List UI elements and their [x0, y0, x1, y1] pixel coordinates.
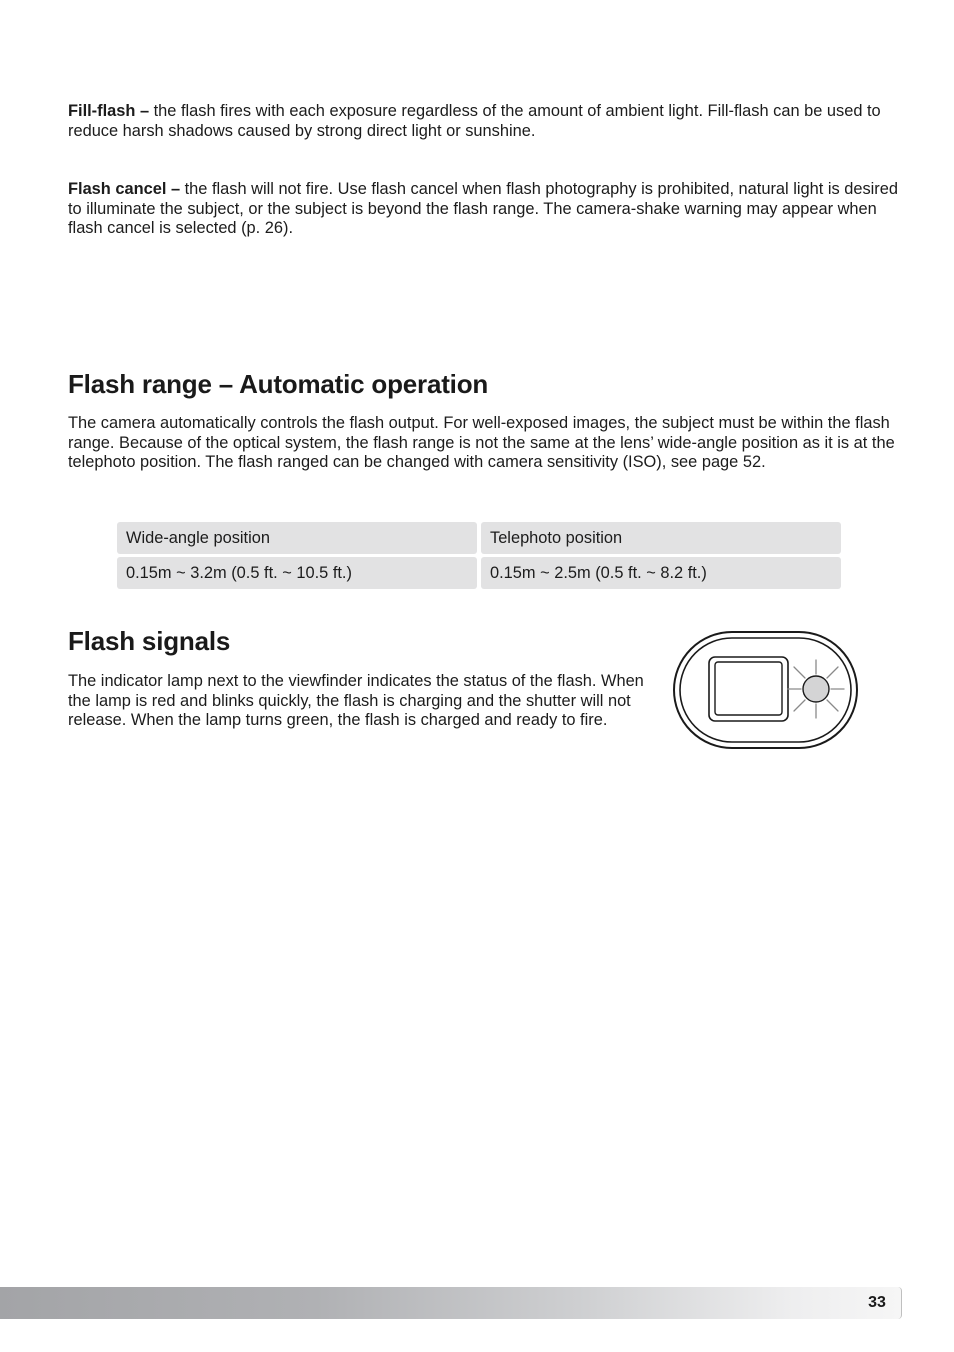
table-value-telephoto: 0.15m ~ 2.5m (0.5 ft. ~ 8.2 ft.) — [481, 557, 841, 589]
flash-range-heading: Flash range – Automatic operation — [68, 369, 489, 399]
footer-bar — [0, 1287, 902, 1319]
table-value-wide-angle: 0.15m ~ 3.2m (0.5 ft. ~ 10.5 ft.) — [117, 557, 477, 589]
flash-cancel-text: the flash will not fire. Use flash cancel when flash photography is prohibited, natural light is desired to illuminate the subject, or the subject is beyond the flash range. The camera-shake warning may appear when flash cancel is selected (p. 26). — [68, 180, 899, 238]
table-header-wide-angle: Wide-angle position — [117, 522, 477, 554]
page-number: 33 — [868, 1294, 886, 1311]
flash-cancel-term: Flash cancel – — [68, 180, 181, 198]
flash-signals-heading: Flash signals — [68, 626, 231, 656]
table-header-telephoto: Telephoto position — [481, 522, 841, 554]
flash-signals-body: The indicator lamp next to the viewfinder indicates the status of the flash. When the lamp is red and blinks quickly, the flash is charging and the shutter will not release. When the lamp turns green, the flash is charged and ready to fire. — [68, 672, 644, 730]
viewfinder-indicator-lamp-icon — [670, 628, 862, 752]
fill-flash-description — [68, 102, 888, 141]
footer-bar-edge — [898, 1287, 902, 1319]
flash-cancel-description — [68, 180, 898, 239]
fill-flash-text: the flash fires with each exposure regardless of the amount of ambient light. Fill-flash can be used to reduce harsh shadows caused by strong direct light or sunshine. — [68, 102, 881, 140]
flash-range-body: The camera automatically controls the flash output. For well-exposed images, the subject must be within the flash range. Because of the optical system, the flash range is not the same at the lens’ wide-angle position as it is at the telephoto position. The flash ranged can be changed with camera sensitivity (ISO), see page 52. — [68, 414, 895, 472]
fill-flash-term: Fill-flash – — [68, 102, 150, 120]
